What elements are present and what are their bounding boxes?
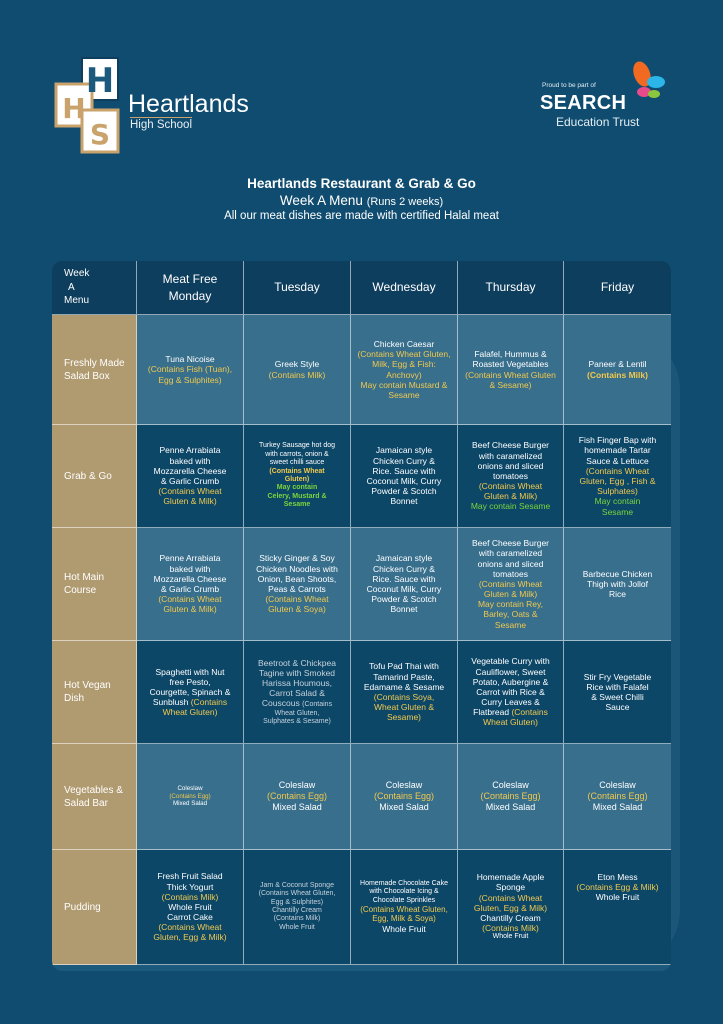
svg-text:H: H — [62, 92, 86, 125]
svg-text:H: H — [85, 61, 115, 101]
day-label: Meat Free — [162, 272, 218, 287]
allergen: Wheat Gluten) — [162, 707, 218, 718]
allergen: (Contains Milk) — [273, 915, 321, 923]
allergen: (Contains — [302, 701, 333, 709]
runs-label: (Runs 2 weeks) — [366, 196, 444, 208]
dish: Mixed Salad — [272, 801, 322, 812]
dish: tomatoes — [493, 470, 528, 481]
row-label-salad: Freshly Made Salad Box — [52, 315, 137, 425]
dish: Beef Cheese Burger — [471, 538, 550, 549]
menu-cell — [351, 850, 458, 965]
menu-cell — [137, 641, 244, 744]
allergen: (Contains Wheat — [478, 481, 543, 492]
allergen: (Contains Wheat Gluten, — [258, 890, 336, 898]
menu-cell — [458, 425, 564, 528]
dish: Tagine with Smoked — [258, 667, 336, 678]
dish: Tuna Nicoise — [165, 354, 215, 365]
page-title: Heartlands Restaurant & Grab & Go — [247, 176, 476, 191]
allergen: (Contains Wheat — [265, 594, 329, 605]
dish: Penne Arrabiata — [159, 445, 221, 456]
dish: Rice. Sauce with — [372, 465, 436, 476]
allergen: Wheat Gluten & — [373, 702, 434, 713]
allergen: Gluten & Milk) — [163, 604, 217, 615]
allergen: (Contains Wheat Gluten — [465, 369, 556, 380]
dish: Coconut Milk, Curry — [366, 584, 442, 594]
menu-cell — [137, 315, 244, 425]
menu-cell — [458, 641, 564, 744]
dish: Fresh Fruit Salad — [157, 871, 223, 882]
menu-cell — [564, 528, 671, 641]
dish: Jamaican style — [375, 445, 433, 456]
dish: Cauliflower, Sweet — [475, 666, 546, 677]
may-contain: May contain Mustard & — [360, 379, 448, 390]
dish: Whole Fruit — [279, 923, 315, 931]
dish: Sponge — [495, 882, 526, 893]
allergen: (Contains Wheat — [158, 486, 222, 497]
menu-cell — [244, 744, 351, 850]
allergen: (Contains Egg) — [373, 791, 435, 802]
dish: Roasted Vegetables — [472, 359, 549, 370]
dish: Vegetable Curry with — [471, 656, 550, 667]
allergen: (Contains Wheat Gluten, — [357, 349, 451, 360]
dish: Chantilly Cream — [272, 907, 322, 914]
menu-cell — [351, 315, 458, 425]
row-label-pudding: Pudding — [52, 850, 137, 965]
dish: Whole Fruit — [168, 901, 212, 912]
may-contain: May contain Sesame — [470, 501, 551, 512]
dish: Sticky Ginger & Soy — [259, 553, 335, 564]
dish: Mixed Salad — [379, 801, 429, 812]
dish: free Pesto, — [169, 676, 211, 687]
allergen: Gluten & Milk) — [163, 496, 217, 507]
dish: Mozzarella Cheese — [153, 465, 227, 476]
dish: Coleslaw — [177, 785, 203, 793]
dish: Mixed Salad — [172, 800, 208, 808]
dish: Coleslaw — [278, 780, 316, 791]
menu-cell — [564, 744, 671, 850]
dish: with carrots, onion & — [265, 450, 329, 458]
row-label-hot-vegan: Hot Vegan Dish — [52, 641, 137, 744]
heartlands-logo — [52, 54, 262, 154]
dish: sweet chilli sauce — [269, 459, 325, 467]
menu-cell — [458, 528, 564, 641]
allergen: Gluten, Egg & Milk) — [473, 902, 548, 913]
menu-cell — [564, 425, 671, 528]
dish: Carrot with Rice & — [476, 686, 545, 697]
may-contain: Sesame — [601, 506, 634, 517]
allergen: Gluten, Egg , Fish & — [579, 476, 656, 486]
menu-cell — [351, 528, 458, 641]
dish: Coleslaw — [385, 780, 423, 791]
allergen: (Contains — [190, 697, 228, 708]
allergen: (Contains Milk) — [161, 891, 219, 902]
allergen: Sulphates) — [597, 486, 638, 497]
allergen: (Contains Wheat — [269, 467, 325, 475]
hs-crest-icon — [52, 54, 128, 154]
dish: Couscous — [261, 698, 300, 709]
svg-text:S: S — [89, 118, 111, 151]
may-contain: Sesame — [388, 389, 420, 400]
allergen: (Contains Egg) — [169, 792, 211, 800]
dish: Barbecue Chicken — [582, 568, 653, 579]
dish: Rice. Sauce with — [372, 573, 436, 584]
day-label: Monday — [168, 288, 212, 303]
allergen: (Contains Milk) — [587, 369, 648, 380]
menu-cell — [137, 744, 244, 850]
allergen: (Contains Milk) — [268, 369, 326, 380]
allergen: Anchovy) — [386, 369, 422, 380]
dish: Sunblush — [152, 697, 189, 708]
allergen: Sesame) — [386, 712, 421, 723]
dish: Thigh with Jollof — [587, 578, 648, 589]
dish: Spaghetti with Nut — [155, 666, 225, 677]
menu-cell — [351, 641, 458, 744]
dish: with caramelized — [478, 548, 543, 559]
allergen: Egg & Sulphites) — [158, 374, 222, 385]
day-header-thursday: Thursday — [458, 261, 564, 315]
dish: with Chocolate Icing & — [369, 888, 439, 896]
corner-line: Week — [64, 268, 90, 280]
search-trust-logo — [536, 60, 686, 135]
menu-cell — [458, 744, 564, 850]
may-contain: May contain Rey, — [477, 599, 544, 610]
dish: & Sweet Chilli — [591, 692, 644, 702]
week-label: Week A Menu — [279, 193, 363, 208]
dish: Fish Finger Bap with — [578, 435, 657, 446]
row-label-vegetables: Vegetables & Salad Bar — [52, 744, 137, 850]
menu-cell — [244, 528, 351, 641]
dish: Tofu Pad Thai with — [369, 661, 439, 672]
dish: Chantilly Cream — [480, 912, 541, 923]
dish: Bonnet — [390, 604, 418, 615]
menu-cell — [244, 641, 351, 744]
allergen: (Contains Egg & Milk) — [576, 882, 659, 893]
dish: Harissa Houmous, — [262, 677, 332, 688]
dish: Tamarind Paste, — [373, 671, 435, 682]
dish: Chicken Curry & — [373, 563, 435, 574]
allergen: (Contains Wheat — [478, 578, 543, 589]
dish: & Garlic Crumb — [160, 476, 220, 486]
menu-cell — [564, 315, 671, 425]
menu-cell — [244, 425, 351, 528]
allergen: (Contains Wheat Gluten, — [360, 904, 448, 914]
menu-cell — [564, 641, 671, 744]
dish: Whole Fruit — [492, 933, 529, 941]
dish: Beetroot & Chickpea — [258, 657, 336, 668]
dish: Coleslaw — [492, 780, 529, 791]
allergen: (Contains Fish (Tuan), — [147, 364, 233, 375]
menu-cell — [244, 850, 351, 965]
dish: Whole Fruit — [595, 892, 640, 903]
dish: Curry Leaves & — [481, 697, 540, 708]
menu-cell — [351, 425, 458, 528]
school-name: Heartlands — [128, 90, 249, 118]
trust-name: SEARCH — [540, 92, 627, 114]
dish: homemade Tartar — [584, 445, 651, 456]
trust-subtitle: Education Trust — [556, 115, 640, 129]
dish: Sauce — [605, 702, 630, 713]
dish: Courgette, Spinach & — [149, 686, 231, 697]
allergen: Gluten, Egg & Milk) — [153, 932, 227, 943]
allergen: Sulphates & Sesame) — [263, 718, 331, 726]
dish: Powder & Scotch — [371, 486, 437, 497]
may-contain: May contain — [594, 496, 641, 507]
allergen: (Contains Wheat — [158, 594, 222, 605]
dish: & Garlic Crumb — [160, 584, 220, 594]
allergen: (Contains Egg) — [266, 791, 328, 802]
dish: Potato, Aubergine & — [472, 676, 549, 687]
allergen: (Contains — [511, 707, 548, 718]
allergen: & Sesame) — [489, 379, 532, 390]
day-header-wednesday: Wednesday — [351, 261, 458, 315]
dish: Turkey Sausage hot dog — [258, 442, 335, 450]
dish: Chicken Curry & — [373, 455, 435, 466]
dish: Thick Yogurt — [166, 881, 214, 892]
trust-proud-text: Proud to be part of — [542, 82, 596, 89]
day-header-monday — [137, 261, 244, 315]
week-title — [0, 193, 723, 208]
dish: baked with — [169, 563, 211, 574]
dish: Carrot Cake — [167, 912, 213, 923]
dish: Flatbread — [473, 707, 510, 718]
dish: Stir Fry Vegetable — [583, 671, 652, 682]
dish: Onion, Bean Shoots, — [257, 573, 337, 584]
day-header-friday: Friday — [564, 261, 671, 315]
menu-cell — [137, 425, 244, 528]
dish: Rice with Falafel — [586, 681, 649, 692]
menu-cell — [244, 315, 351, 425]
menu-cell — [564, 850, 671, 965]
school-subtitle: High School — [130, 119, 193, 131]
may-contain: Celery, Mustard & — [267, 492, 327, 500]
allergen: (Contains Egg) — [587, 791, 648, 802]
allergen: Gluten) — [284, 476, 310, 483]
dish: Bonnet — [390, 496, 418, 507]
menu-table — [52, 261, 671, 971]
dish: Rice — [608, 589, 626, 600]
allergen: (Contains Milk) — [482, 923, 539, 934]
allergen: Gluten & Milk) — [483, 589, 538, 600]
menu-cell — [351, 744, 458, 850]
allergen: Wheat Gluten) — [483, 717, 538, 728]
dish: Chocolate Sprinkles — [372, 896, 436, 904]
allergen: (Contains Wheat — [478, 892, 543, 903]
dish: Beef Cheese Burger — [471, 440, 550, 451]
dish: Peas & Carrots — [268, 584, 326, 594]
dish: Jam & Coconut Sponge — [260, 881, 334, 889]
allergen: Gluten & Soya) — [268, 604, 326, 615]
dish: Jamaican style — [375, 553, 433, 564]
corner-cell — [52, 261, 137, 315]
dish: Paneer & Lentil — [588, 359, 647, 370]
may-contain: Sesame — [494, 619, 527, 630]
allergen: Gluten & Milk) — [483, 491, 538, 502]
corner-line: Menu — [64, 295, 90, 307]
dish: onions and sliced — [477, 460, 544, 471]
dish: Sauce & Lettuce — [586, 455, 649, 466]
dish: Mozzarella Cheese — [153, 573, 227, 584]
dish: Coconut Milk, Curry — [366, 476, 442, 486]
dish: Falafel, Hummus & — [474, 349, 547, 360]
menu-cell — [137, 850, 244, 965]
dish: baked with — [169, 455, 211, 466]
may-contain: Barley, Oats & — [483, 609, 538, 620]
dish: Homemade Apple — [476, 872, 545, 883]
dish: onions and sliced — [477, 558, 544, 569]
halal-note: All our meat dishes are made with certified Halal meat — [224, 210, 499, 222]
dish: Whole Fruit — [382, 924, 426, 935]
dish: Edamame & Sesame — [363, 681, 445, 692]
corner-line: A — [68, 281, 75, 293]
dish: Penne Arrabiata — [159, 553, 221, 564]
allergen: Egg, Milk & Soya) — [372, 914, 436, 924]
dish: Eton Mess — [597, 872, 638, 882]
dish: Homemade Chocolate Cake — [360, 879, 448, 887]
dish: tomatoes — [493, 568, 528, 579]
allergen: (Contains Wheat — [585, 465, 650, 476]
allergen: Egg & Sulphites) — [270, 898, 324, 906]
day-header-tuesday: Tuesday — [244, 261, 351, 315]
allergen: (Contains Egg) — [480, 791, 541, 802]
row-label-grab-go: Grab & Go — [52, 425, 137, 528]
dish: Mixed Salad — [592, 801, 643, 812]
dish: Mixed Salad — [485, 801, 536, 812]
dish: Chicken Caesar — [373, 338, 435, 349]
dish: Coleslaw — [599, 780, 636, 791]
dish: Carrot Salad & — [269, 688, 325, 699]
row-label-hot-main: Hot Main Course — [52, 528, 137, 641]
menu-cell — [137, 528, 244, 641]
allergen: Wheat Gluten, — [274, 709, 320, 717]
butterfly-icon — [624, 60, 672, 108]
menu-header — [0, 176, 723, 222]
allergen: Milk, Egg & Fish: — [372, 359, 436, 370]
dish: Greek Style — [274, 359, 320, 370]
menu-cell — [458, 315, 564, 425]
may-contain: Sesame — [283, 501, 311, 509]
menu-cell — [458, 850, 564, 965]
allergen: (Contains Wheat — [158, 922, 222, 933]
dish: with caramelized — [478, 450, 543, 461]
may-contain: May contain — [276, 484, 318, 492]
dish: Chicken Noodles with — [256, 563, 338, 574]
dish: Powder & Scotch — [371, 594, 437, 605]
allergen: (Contains Soya, — [373, 692, 435, 702]
